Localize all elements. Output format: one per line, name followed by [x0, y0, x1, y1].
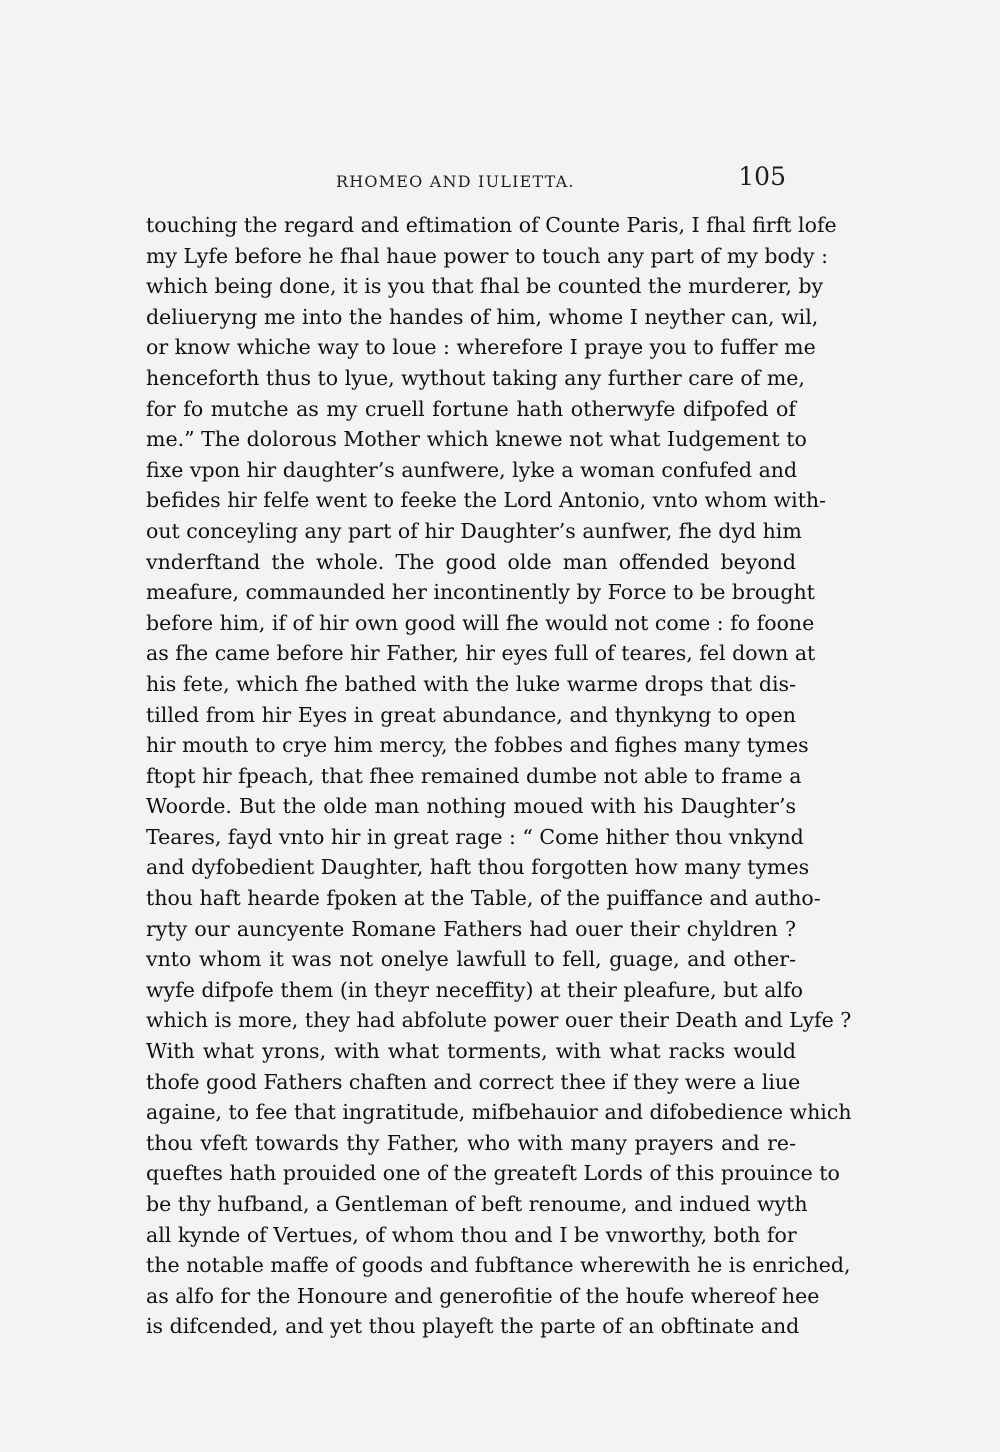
text-line: which is more, they had abfolute power ouer their Death and Lyfe ? — [146, 1008, 852, 1033]
text-line: thofe good Fathers chaften and correct thee if they were a liue — [146, 1069, 801, 1094]
text-line: Teares, fayd vnto hir in great rage : “ Come hither thou vnkynd — [146, 824, 804, 849]
text-line: as alfo for the Honoure and generofitie of the houfe whereof hee — [146, 1283, 820, 1308]
text-line: ryty our auncyente Romane Fathers had ouer their chyldren ? — [146, 916, 796, 941]
text-line: queftes hath prouided one of the greateft Lords of this prouince to — [146, 1161, 840, 1186]
text-line: me.” The dolorous Mother which knewe not what Iudgement to — [146, 427, 807, 452]
text-line: touching the regard and eftimation of Counte Paris, I fhal firft lofe — [146, 213, 837, 237]
text-line: vnderftand the whole. The good olde man offended beyond — [146, 549, 796, 574]
text-line: thou vfeft towards thy Father, who with many prayers and re- — [146, 1130, 796, 1155]
text-line: Woorde. But the olde man nothing moued with his Daughter’s — [146, 794, 796, 819]
text-line: be thy hufband, a Gentleman of beft renoume, and indued wyth — [146, 1192, 808, 1216]
text-line: his fete, which fhe bathed with the luke warme drops that dis- — [146, 671, 796, 696]
text-line: is difcended, and yet thou playeft the parte of an obftinate and — [146, 1314, 800, 1339]
text-line: befides hir felfe went to feeke the Lord Antonio, vnto whom with- — [146, 488, 827, 513]
text-line: wyfe difpofe them (in theyr neceffity) at their pleafure, but alfo — [146, 977, 804, 1002]
page-number: 105 — [738, 162, 786, 191]
text-line: for fo mutche as my cruell fortune hath otherwyfe difpofed of — [146, 396, 796, 421]
running-head — [146, 162, 786, 196]
text-line: againe, to fee that ingratitude, mifbehauior and difobedience which — [146, 1100, 852, 1125]
text-line: deliueryng me into the handes of him, whome I neyther can, wil, — [146, 304, 819, 329]
text-line: tilled from hir Eyes in great abundance, and thynkyng to open — [146, 702, 796, 727]
text-line: and dyfobedient Daughter, haft thou forgotten how many tymes — [146, 855, 810, 880]
text-line: ftopt hir fpeach, that fhee remained dumbe not able to frame a — [146, 763, 802, 788]
text-line: vnto whom it was not onelye lawfull to fell, guage, and other- — [146, 947, 796, 972]
text-line: With what yrons, with what torments, with what racks would — [146, 1039, 796, 1064]
text-line: all kynde of Vertues, of whom thou and I be vnworthy, both for — [146, 1222, 797, 1247]
text-line: henceforth thus to lyue, wythout taking any further care of me, — [146, 365, 805, 390]
text-line: as fhe came before hir Father, hir eyes full of teares, fel down at — [146, 641, 816, 666]
text-line: my Lyfe before he fhal haue power to touch any part of my body : — [146, 243, 828, 268]
text-line: thou haft hearde fpoken at the Table, of the puiffance and autho- — [146, 886, 821, 911]
text-line: the notable maffe of goods and fubftance wherewith he is enriched, — [146, 1253, 851, 1278]
text-line: out conceyling any part of hir Daughter’s aunfwer, fhe dyd him — [146, 518, 802, 543]
body-text — [146, 210, 852, 1342]
text-line: meafure, commaunded her incontinently by Force to be brought — [146, 580, 815, 605]
text-line: hir mouth to crye him mercy, the fobbes and fighes many tymes — [146, 733, 809, 758]
text-line: which being done, it is you that fhal be counted the murderer, by — [146, 274, 824, 299]
text-line: before him, if of hir own good will fhe would not come : fo foone — [146, 610, 815, 635]
text-line: or know whiche way to loue : wherefore I praye you to fuffer me — [146, 335, 816, 360]
running-title: RHOMEO AND IULIETTA. — [336, 172, 575, 191]
text-line: fixe vpon hir daughter’s aunfwere, lyke a woman confufed and — [146, 457, 798, 482]
